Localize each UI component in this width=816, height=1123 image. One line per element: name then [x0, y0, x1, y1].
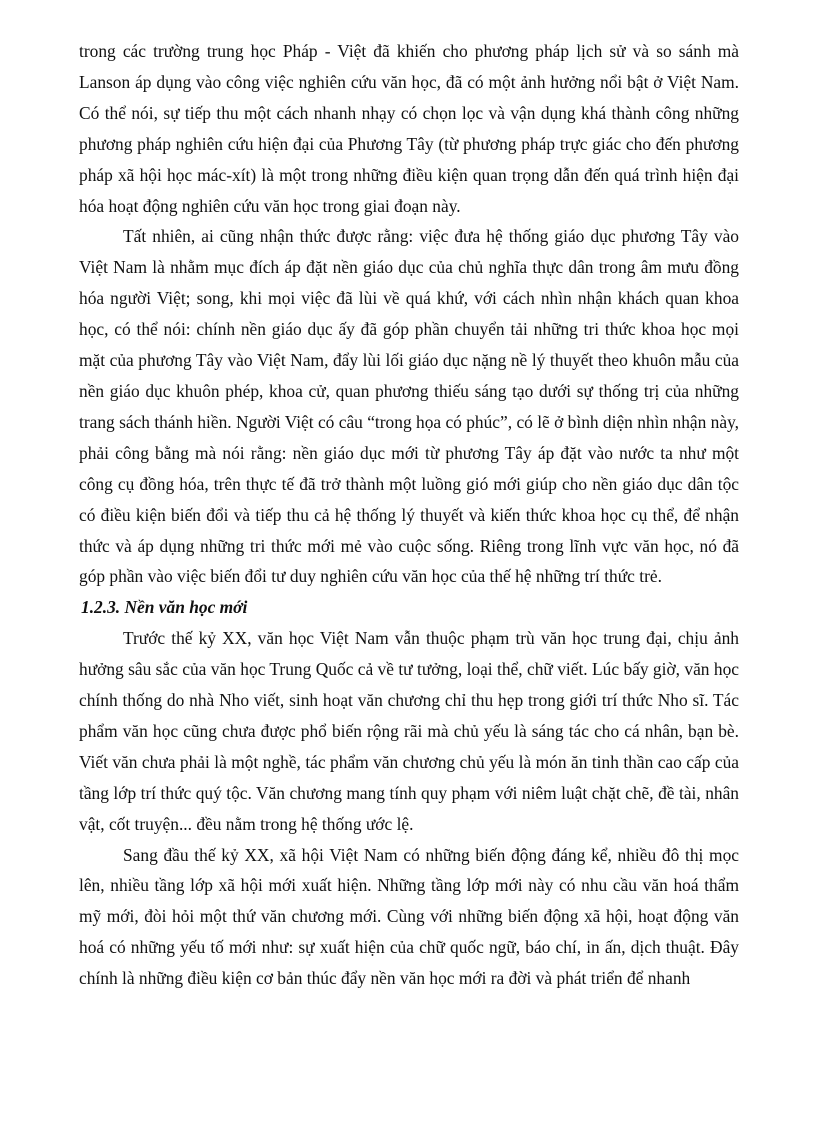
paragraph-continuation: trong các trường trung học Pháp - Việt đã khiến cho phương pháp lịch sử và so sánh mà Lanson áp dụng vào công việc nghiên cứu văn học, đã có một ảnh hưởng nổi bật ở Việt Nam. Có thể nói, sự tiếp thu một cách nhanh nhạy có chọn lọc và vận dụng khá thành công những phương pháp nghiên cứu hiện đại của Phương Tây (từ phương pháp trực giác cho đến phương pháp xã hội học mác-xít) là một trong những điều kiện quan trọng dẫn đến quá trình hiện đại hóa hoạt động nghiên cứu văn học trong giai đoạn này. — [79, 41, 739, 216]
document-page — [79, 36, 739, 994]
section-heading: 1.2.3. Nền văn học mới — [81, 597, 248, 618]
paragraph-early-20th-century: Sang đầu thế kỷ XX, xã hội Việt Nam có những biến động đáng kể, nhiều đô thị mọc lên, nhiều tầng lớp xã hội mới xuất hiện. Những tầng lớp mới này có nhu cầu văn hoá thẩm mỹ mới, đòi hỏi một thứ văn chương mới. Cùng với những biến động xã hội, hoạt động văn hoá có những yếu tố mới như: sự xuất hiện của chữ quốc ngữ, báo chí, in ấn, dịch thuật. Đây chính là những điều kiện cơ bản thúc đẩy nền văn học mới ra đời và phát triển để nhanh — [79, 844, 739, 989]
paragraph-western-education: Tất nhiên, ai cũng nhận thức được rằng: việc đưa hệ thống giáo dục phương Tây vào Việt Nam là nhằm mục đích áp đặt nền giáo dục của chủ nghĩa thực dân trong âm mưu đồng hóa người Việt; song, khi mọi việc đã lùi về quá khứ, với cách nhìn nhận khách quan khoa học, có thể nói: chính nền giáo dục ấy đã góp phần chuyển tải những tri thức khoa học mọi mặt của phương Tây vào Việt Nam, đẩy lùi lối giáo dục nặng nề lý thuyết theo khuôn mẫu của nền giáo dục khuôn phép, khoa cử, quan phương thiếu sáng tạo dưới sự thống trị của những trang sách thánh hiền. Người Việt có câu “trong họa có phúc”, có lẽ ở bình diện nhìn nhận này, phải công bằng mà nói rằng: nền giáo dục mới từ phương Tây áp đặt vào nước ta như một công cụ đồng hóa, trên thực tế đã trở thành một luồng gió mới giúp cho nền giáo dục dân tộc có điều kiện biến đổi và tiếp thu cả hệ thống lý thuyết và kiến thức khoa học cụ thể, để nhận thức và áp dụng những tri thức mới mẻ vào cuộc sống. Riêng trong lĩnh vực văn học, nó đã góp phần vào việc biến đổi tư duy nghiên cứu văn học của thế hệ những trí thức trẻ. — [79, 226, 739, 587]
paragraph-medieval-literature: Trước thế kỷ XX, văn học Việt Nam vẫn thuộc phạm trù văn học trung đại, chịu ảnh hưởng sâu sắc của văn học Trung Quốc cả về tư tưởng, loại thể, chữ viết. Lúc bấy giờ, văn học chính thống do nhà Nho viết, sinh hoạt văn chương chỉ thu hẹp trong giới trí thức Nho sĩ. Tác phẩm văn học cũng chưa được phổ biến rộng rãi mà chủ yếu là sáng tác cho cá nhân, bạn bè. Viết văn chưa phải là một nghề, tác phẩm văn chương chủ yếu là món ăn tinh thần cao cấp của tầng lớp trí thức quý tộc. Văn chương mang tính quy phạm với niêm luật chặt chẽ, đề tài, nhân vật, cốt truyện... đều nằm trong hệ thống ước lệ. — [79, 628, 739, 834]
